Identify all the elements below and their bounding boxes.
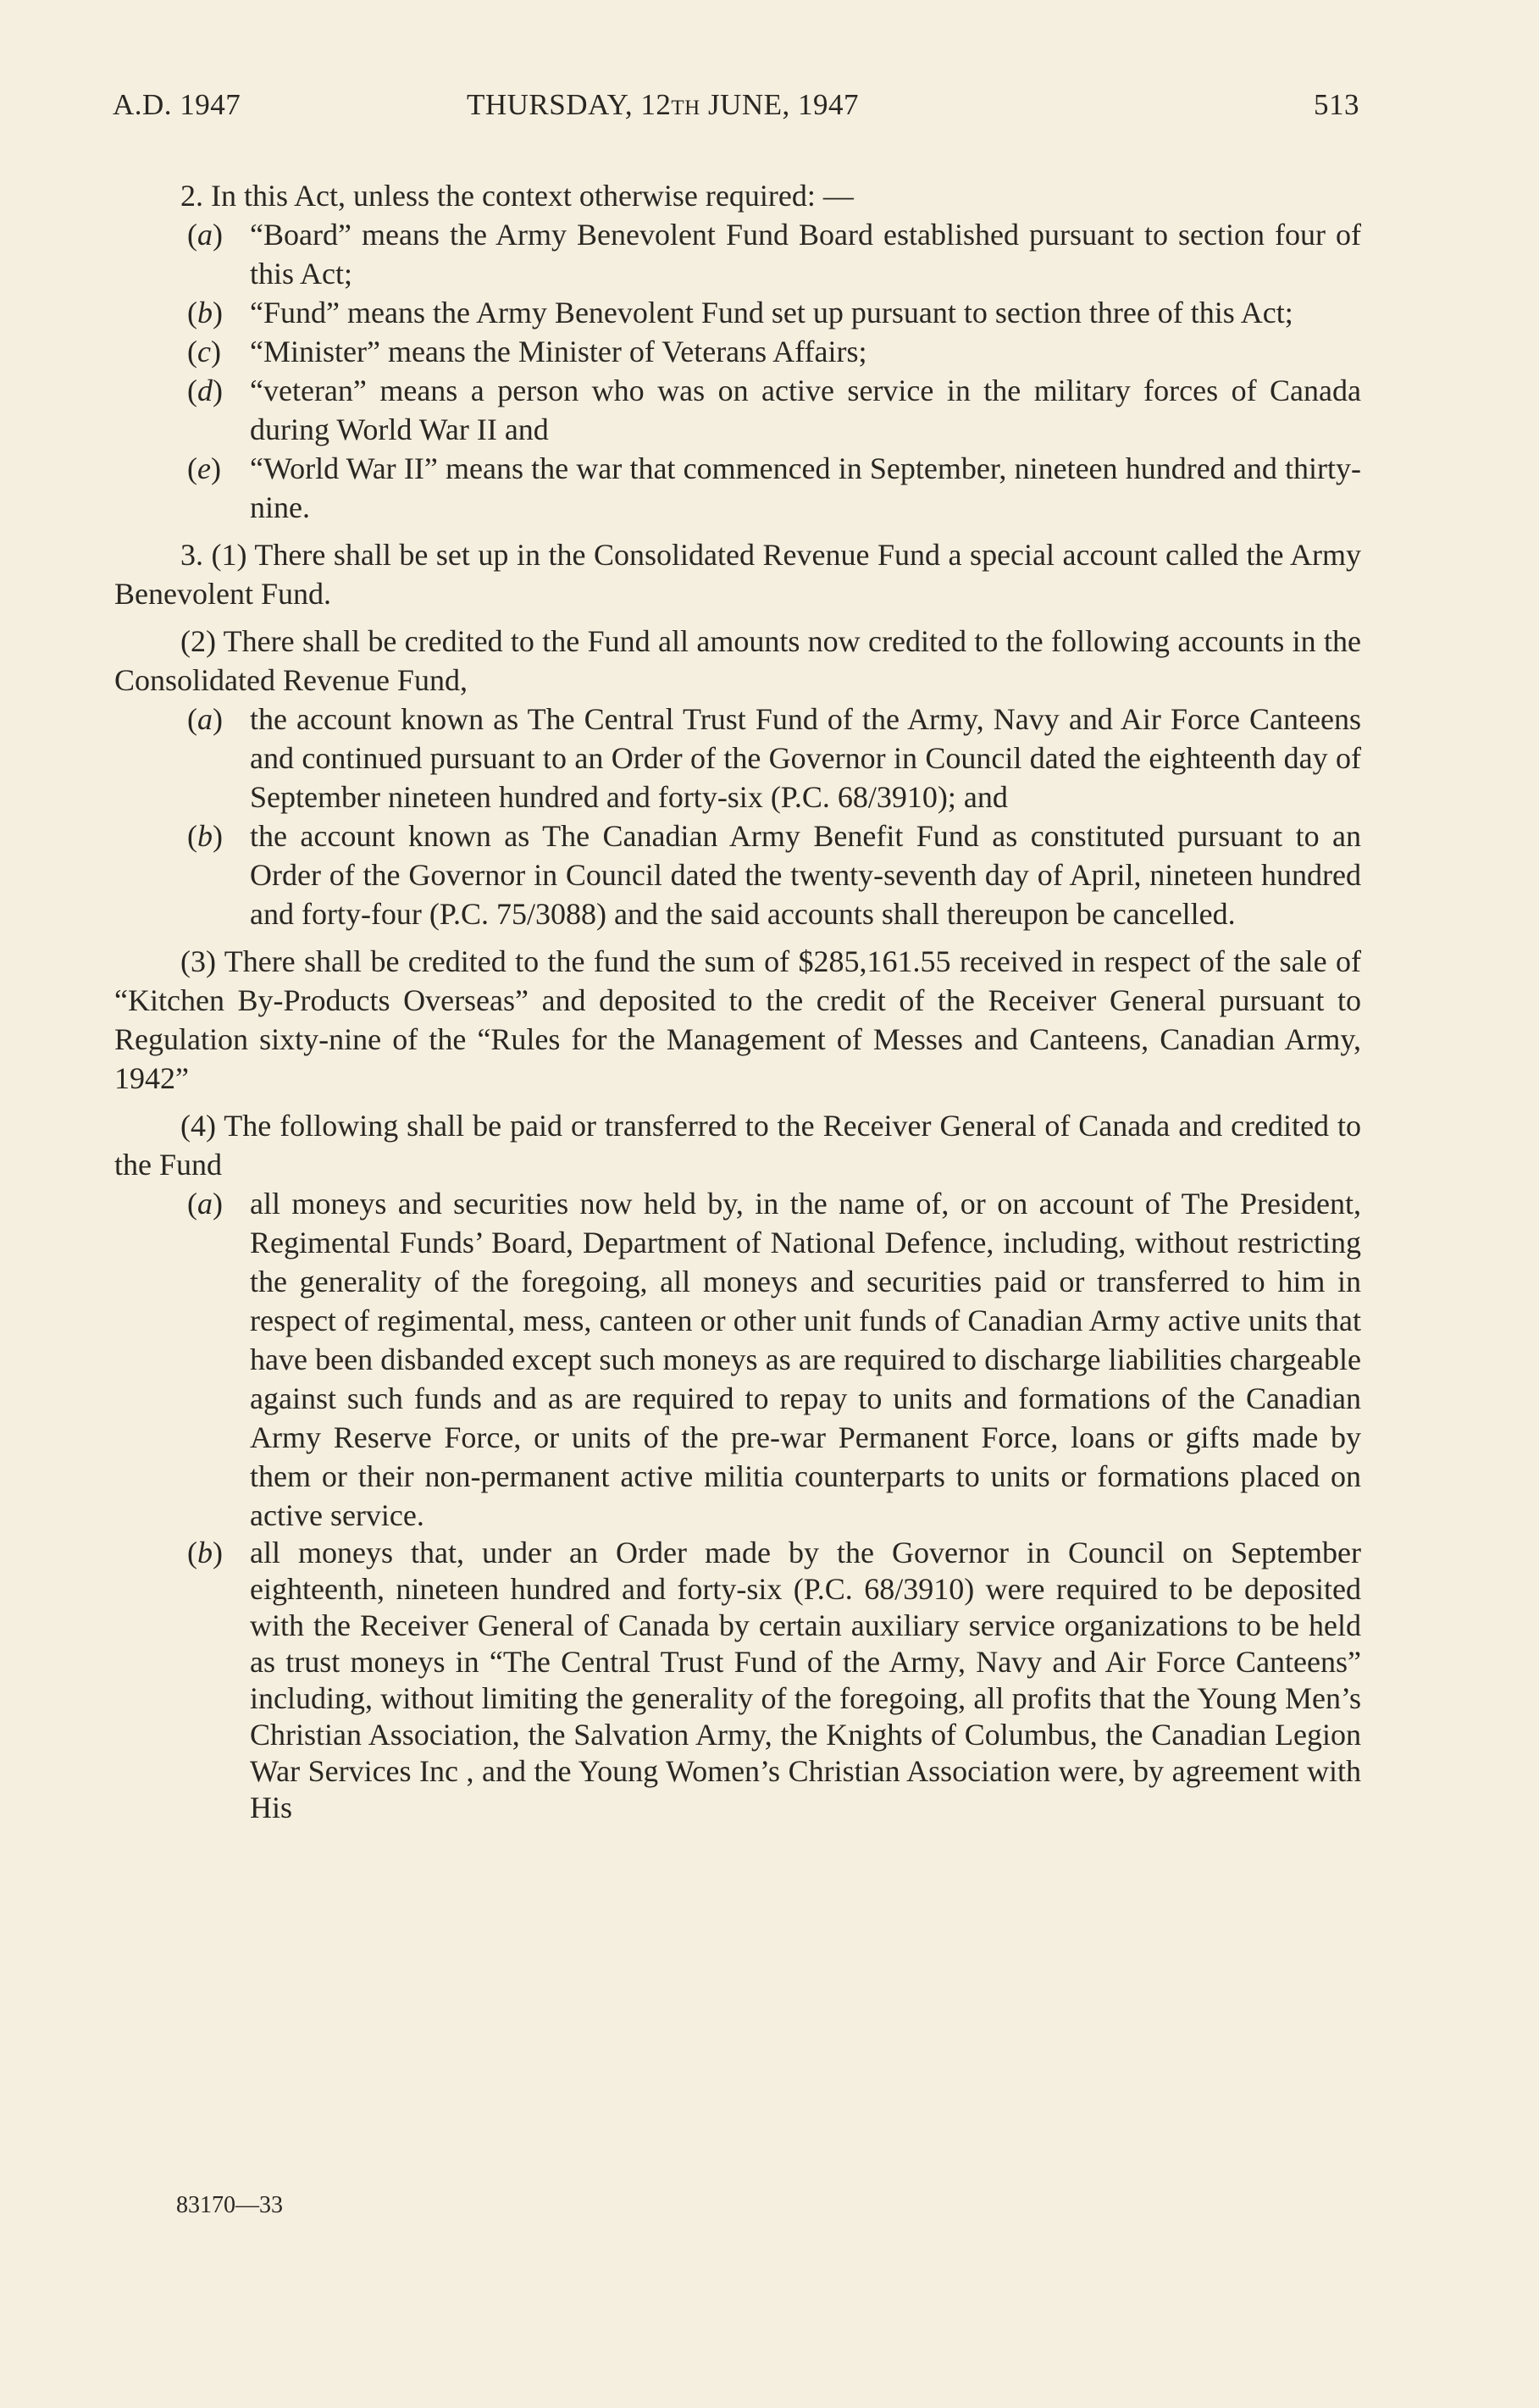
document-body: [114, 176, 1361, 1826]
section-2-clause: (d) “veteran” means a person who was on active service in the military forces of Canada during World War II and: [187, 374, 1361, 446]
header-date-ordinal: TH: [671, 97, 700, 119]
clause-text: “veteran” means a person who was on active service in the military forces of Canada during World War II and: [250, 374, 1361, 446]
page-number: 513: [1314, 88, 1359, 121]
clause-text: “Fund” means the Army Benevolent Fund set up pursuant to section three of this Act;: [250, 296, 1293, 329]
section-2-intro: 2. In this Act, unless the context otherwise required: —: [180, 179, 854, 213]
section-2-clause: (c) “Minister” means the Minister of Veterans Affairs;: [187, 335, 867, 368]
clause-label: e: [197, 451, 211, 485]
section-2-clause: (a) “Board” means the Army Benevolent Fund Board established pursuant to section four of this Act;: [187, 218, 1361, 291]
header-date-rest: JUNE, 1947: [700, 88, 859, 121]
section-2-clause: (b) “Fund” means the Army Benevolent Fund set up pursuant to section three of this Act;: [187, 296, 1293, 329]
clause-label: a: [197, 1187, 213, 1221]
clause-text: “Board” means the Army Benevolent Fund Board established pursuant to section four of this Act;: [250, 218, 1361, 291]
section-3-3: (3) There shall be credited to the fund the sum of $285,161.55 received in respect of the sale of “Kitchen By-Products Overseas” and deposited to the credit of the Receiver General pursuant to Regulation sixty-nine of the “Rules for the Management of Messes and Canteens, Canadian Army, 1942”: [114, 944, 1361, 1095]
footer-print-code: 83170—33: [176, 2192, 283, 2218]
clause-label: a: [197, 702, 213, 736]
clause-label: c: [197, 335, 211, 368]
clause-text: “World War II” means the war that commenced in September, nineteen hundred and thirty-nine.: [250, 451, 1361, 524]
section-3-4-clause: (a) all moneys and securities now held by, in the name of, or on account of The President, Regimental Funds’ Board, Department of National Defence, including, without restricting the generality of the foregoing, all moneys and securities paid or transferred to him in respect of regimental, mess, canteen or other unit funds of Canadian Army active units that have been disbanded except such moneys as are required to discharge liabilities chargeable against such funds and as are required to repay to units and formations of the Canadian Army Reserve Force, or units of the pre-war Permanent Force, loans or gifts made by them or their non-permanent active militia counterparts to units or formations placed on active service.: [187, 1187, 1361, 1532]
clause-text: all moneys and securities now held by, in the name of, or on account of The President, Regimental Funds’ Board, Department of National Defence, including, without restricting the generality of the foregoing, all moneys and securities paid or transferred to him in respect of regimental, mess, canteen or other unit funds of Canadian Army active units that have been disbanded except such moneys as are required to discharge liabilities chargeable against such funds and as are required to repay to units and formations of the Canadian Army Reserve Force, or units of the pre-war Permanent Force, loans or gifts made by them or their non-permanent active militia counterparts to units or formations placed on active service.: [250, 1187, 1361, 1532]
section-2-clause: (e) “World War II” means the war that commenced in September, nineteen hundred and thirty-nine.: [187, 451, 1361, 524]
clause-label: d: [197, 374, 213, 407]
section-3-2-clause: (a) the account known as The Central Trust Fund of the Army, Navy and Air Force Canteens and continued pursuant to an Order of the Governor in Council dated the eighteenth day of September nineteen hundred and forty-six (P.C. 68/3910); and: [187, 702, 1361, 814]
clause-text: all moneys that, under an Order made by the Governor in Council on September eighteenth, nineteen hundred and forty-six (P.C. 68/3910) were required to be deposited with the Receiver General of Canada by certain auxiliary service organizations to be held as trust moneys in “The Central Trust Fund of the Army, Navy and Air Force Canteens” including, without limiting the generality of the foregoing, all profits that the Young Men’s Christian Association, the Salvation Army, the Knights of Columbus, the Canadian Legion War Services Inc , and the Young Women’s Christian Association were, by agreement with His: [250, 1536, 1361, 1824]
header-year: A.D. 1947: [113, 88, 241, 121]
section-3-2: (2) There shall be credited to the Fund all amounts now credited to the following accounts in the Consolidated Revenue Fund,: [114, 624, 1361, 697]
header-date-part: THURSDAY, 12: [467, 88, 672, 121]
clause-label: b: [197, 1536, 213, 1569]
header-date: [467, 88, 859, 122]
clause-text: “Minister” means the Minister of Veterans Affairs;: [250, 335, 867, 368]
clause-label: a: [197, 218, 213, 252]
running-header: [113, 88, 1359, 130]
clause-label: b: [197, 296, 213, 329]
section-3-1: 3. (1) There shall be set up in the Consolidated Revenue Fund a special account called the Army Benevolent Fund.: [114, 538, 1361, 611]
section-3-4-clause: (b) all moneys that, under an Order made by the Governor in Council on September eighteenth, nineteen hundred and forty-six (P.C. 68/3910) were required to be deposited with the Receiver General of Canada by certain auxiliary service organizations to be held as trust moneys in “The Central Trust Fund of the Army, Navy and Air Force Canteens” including, without limiting the generality of the foregoing, all profits that the Young Men’s Christian Association, the Salvation Army, the Knights of Columbus, the Canadian Legion War Services Inc , and the Young Women’s Christian Association were, by agreement with His: [187, 1536, 1361, 1824]
clause-text: the account known as The Central Trust Fund of the Army, Navy and Air Force Canteens and continued pursuant to an Order of the Governor in Council dated the eighteenth day of September nineteen hundred and forty-six (P.C. 68/3910); and: [250, 702, 1361, 814]
clause-text: the account known as The Canadian Army Benefit Fund as constituted pursuant to an Order of the Governor in Council dated the twenty-seventh day of April, nineteen hundred and forty-four (P.C. 75/3088) and the said accounts shall thereupon be cancelled.: [250, 819, 1361, 931]
section-3-2-clause: (b) the account known as The Canadian Army Benefit Fund as constituted pursuant to an Order of the Governor in Council dated the twenty-seventh day of April, nineteen hundred and forty-four (P.C. 75/3088) and the said accounts shall thereupon be cancelled.: [187, 819, 1361, 931]
clause-label: b: [197, 819, 213, 853]
section-3-4: (4) The following shall be paid or transferred to the Receiver General of Canada and credited to the Fund: [114, 1109, 1361, 1182]
